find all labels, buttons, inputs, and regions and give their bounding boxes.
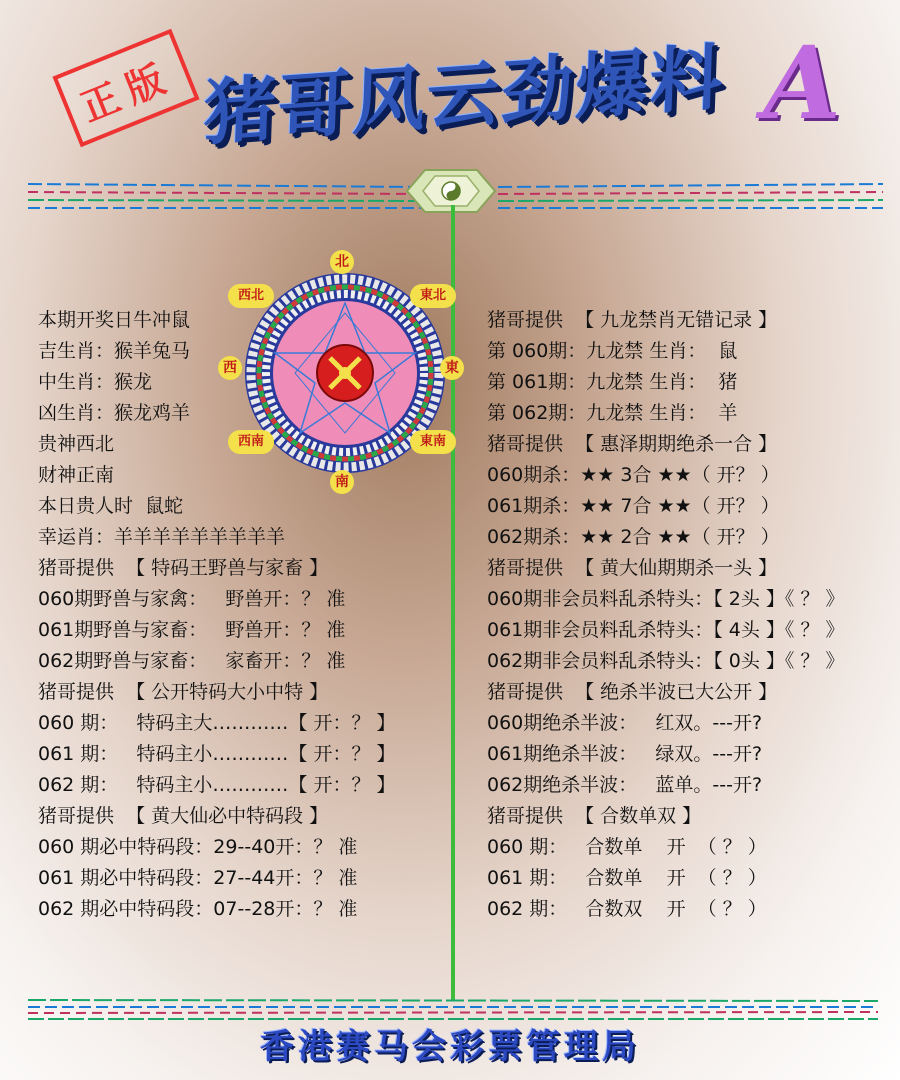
left-line: 062 期必中特码段：07--28开：？ 准	[38, 898, 358, 920]
right-line: 060期非会员料乱杀特头：【 2头 】《 ？ 》	[487, 588, 845, 610]
right-line: 060 期： 合数单 开 （ ？ ）	[487, 836, 767, 858]
right-line: 062期杀：★★ 2合 ★★（ 开？ ）	[487, 526, 780, 548]
right-line: 060期杀：★★ 3合 ★★（ 开？ ）	[487, 464, 780, 486]
right-section-header: 猪哥提供 【 绝杀半波已大公开 】	[487, 681, 778, 703]
left-line: 财神正南	[38, 464, 115, 486]
footer-organization: 香港赛马会彩票管理局	[260, 1027, 640, 1067]
left-section-header: 猪哥提供 【 特码王野兽与家畜 】	[38, 557, 329, 579]
top-ribbon-right	[498, 178, 883, 214]
right-line: 062期非会员料乱杀特头：【 0头 】《 ？ 》	[487, 650, 845, 672]
right-section-header: 猪哥提供 【 惠泽期期绝杀一合 】	[487, 433, 778, 455]
wheel-label-west: 西	[218, 356, 242, 380]
top-ribbon-left	[28, 178, 423, 214]
left-section-header: 猪哥提供 【 黄大仙必中特码段 】	[38, 805, 329, 827]
right-line: 第 062期：九龙禁 生肖： 羊	[487, 402, 738, 424]
authentic-stamp: 正版	[52, 29, 199, 147]
left-line: 061 期必中特码段：27--44开：？ 准	[38, 867, 358, 889]
left-line: 060期野兽与家禽： 野兽开：？ 准	[38, 588, 346, 610]
wheel-label-southwest: 西南	[228, 430, 274, 454]
wheel-label-east: 東	[440, 356, 464, 380]
page-title: 猪哥风云劲爆料	[202, 34, 726, 156]
right-line: 062 期： 合数双 开 （ ？ ）	[487, 898, 767, 920]
left-info-column	[38, 305, 448, 925]
left-line: 本期开奖日牛冲鼠	[38, 309, 191, 331]
left-line: 幸运肖：羊羊羊羊羊羊羊羊羊	[38, 526, 286, 548]
right-line: 061期杀：★★ 7合 ★★（ 开？ ）	[487, 495, 780, 517]
left-line: 凶生肖：猴龙鸡羊	[38, 402, 191, 424]
left-line: 中生肖：猴龙	[38, 371, 153, 393]
left-line: 060 期必中特码段：29--40开：？ 准	[38, 836, 358, 858]
wheel-label-northeast: 東北	[410, 284, 456, 308]
wheel-label-southeast: 東南	[410, 430, 456, 454]
right-line: 061期非会员料乱杀特头：【 4头 】《 ？ 》	[487, 619, 845, 641]
right-line: 第 061期：九龙禁 生肖： 猪	[487, 371, 738, 393]
left-line: 吉生肖：猴羊兔马	[38, 340, 191, 362]
left-line: 060 期： 特码主大…………【 开：？ 】	[38, 712, 396, 734]
right-line: 060期绝杀半波： 红双。---开?	[487, 712, 763, 734]
wheel-label-south: 南	[330, 470, 354, 494]
left-section-header: 猪哥提供 【 公开特码大小中特 】	[38, 681, 329, 703]
wheel-label-north: 北	[330, 250, 354, 274]
left-line: 062 期： 特码主小…………【 开：？ 】	[38, 774, 396, 796]
right-info-column	[487, 305, 892, 925]
wheel-label-northwest: 西北	[228, 284, 274, 308]
right-line: 061期绝杀半波： 绿双。---开?	[487, 743, 763, 765]
left-line: 061期野兽与家畜： 野兽开：？ 准	[38, 619, 346, 641]
left-line: 062期野兽与家畜： 家畜开：？ 准	[38, 650, 346, 672]
right-line: 第 060期：九龙禁 生肖： 鼠	[487, 340, 738, 362]
right-line: 061 期： 合数单 开 （ ？ ）	[487, 867, 767, 889]
left-line: 061 期： 特码主小…………【 开：？ 】	[38, 743, 396, 765]
right-section-header: 猪哥提供 【 黄大仙期期杀一头 】	[487, 557, 778, 579]
right-section-header: 猪哥提供 【 合数单双 】	[487, 805, 702, 827]
right-section-header: 猪哥提供 【 九龙禁肖无错记录 】	[487, 309, 778, 331]
left-line: 本日贵人时 鼠蛇	[38, 495, 184, 517]
right-line: 062期绝杀半波： 蓝单。---开?	[487, 774, 763, 796]
left-line: 贵神西北	[38, 433, 115, 455]
version-letter: A	[763, 24, 841, 142]
